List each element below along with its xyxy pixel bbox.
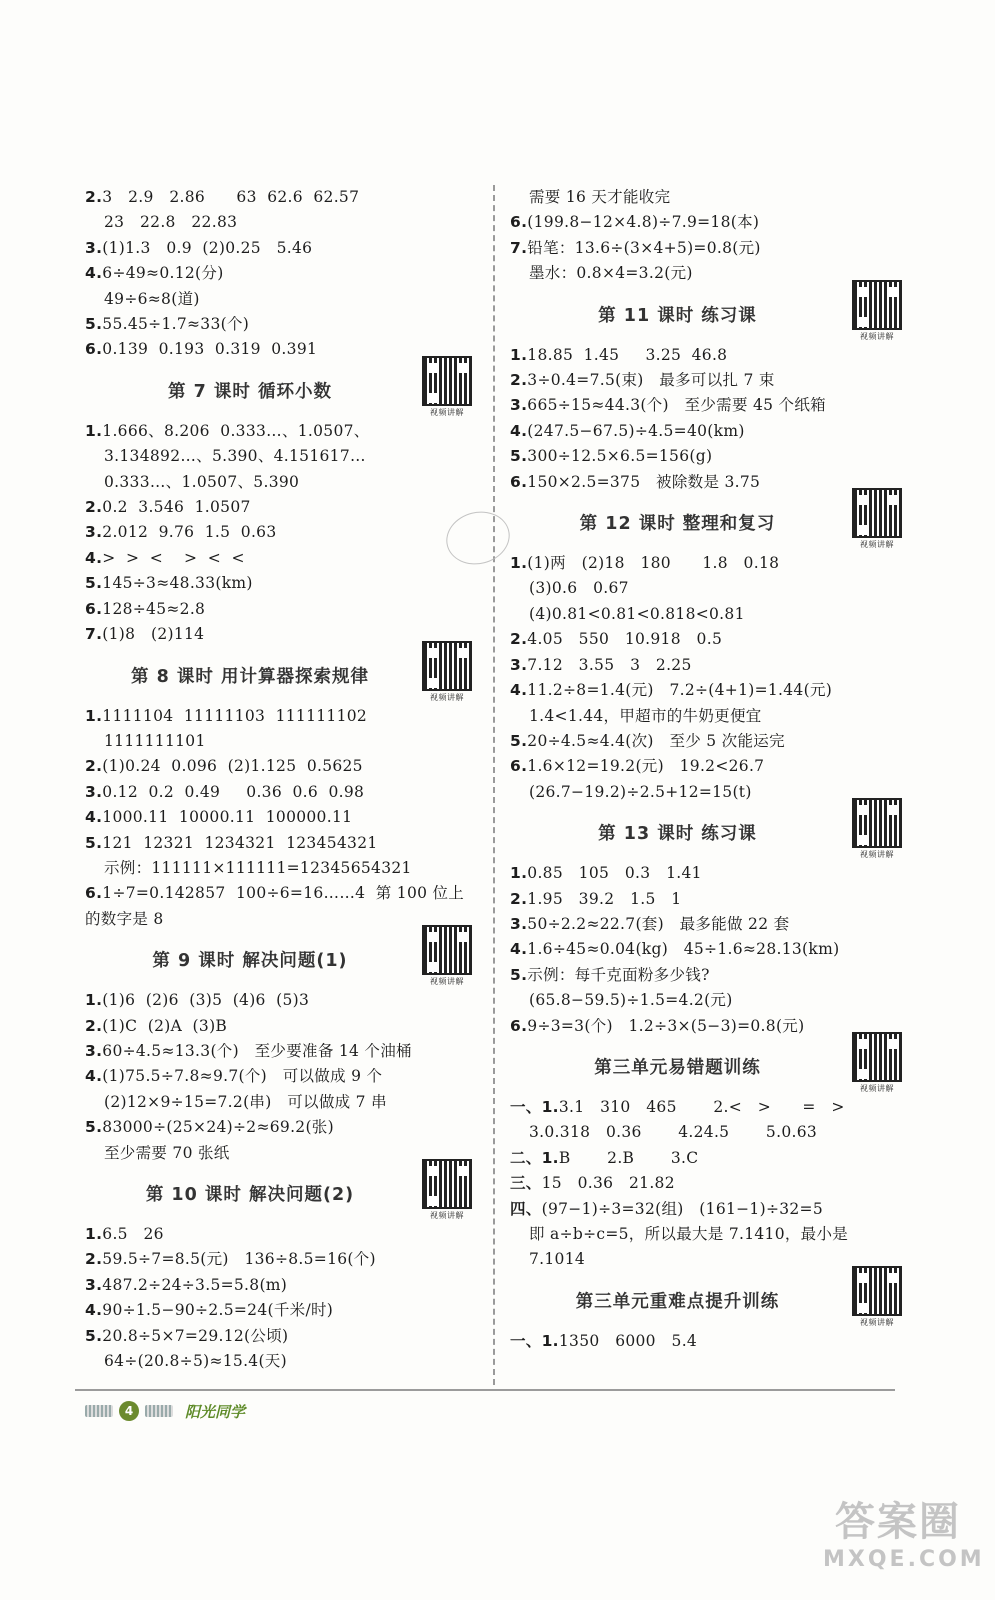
section-title: 第 10 课时 解决问题(2): [145, 1185, 355, 1205]
answer-line: [510, 393, 910, 418]
answer-line: [85, 881, 480, 906]
answer-line: [510, 210, 910, 235]
qr-code-label: 视频讲解: [430, 692, 464, 702]
qr-code-image: [852, 280, 902, 330]
answer-text: 59.5÷7=8.5(元) 136÷8.5=16(个): [102, 1250, 376, 1269]
answer-line: [85, 754, 480, 779]
section-title: 第 9 课时 解决问题(1): [152, 951, 348, 972]
answer-text: 55.45÷1.7≈33(个): [102, 315, 250, 334]
question-number: 4.: [510, 421, 528, 440]
qr-code-image: [852, 1266, 902, 1316]
answer-line: [510, 653, 910, 678]
answer-line: [85, 1090, 480, 1115]
qr-code-icon[interactable]: [422, 925, 472, 987]
question-number: 2.: [510, 889, 528, 908]
qr-code-image: [422, 1159, 472, 1209]
answer-line: [510, 551, 910, 576]
answer-line: [85, 210, 480, 235]
answer-text: 1.6×12=19.2(元) 19.2<26.7: [527, 757, 765, 776]
answer-line: [85, 780, 480, 805]
qr-code-image: [852, 1032, 902, 1082]
answer-text: 145÷3≈48.33(km): [102, 574, 253, 593]
section-header: [85, 937, 480, 987]
question-number: 6.: [510, 472, 528, 491]
answer-text: 9÷3=3(个) 1.2÷3×(5−3)=0.8(元): [527, 1016, 805, 1035]
question-number: 3.: [85, 523, 103, 542]
answer-line: [510, 729, 910, 754]
answer-line: [85, 520, 480, 545]
answer-line: [85, 444, 480, 469]
answer-text: 3 2.9 2.86 63 62.6 62.57: [102, 188, 360, 206]
qr-code-label: 视频讲解: [860, 850, 894, 860]
answer-text: 1000.11 10000.11 100000.11: [102, 808, 353, 827]
qr-code-icon[interactable]: [852, 1266, 902, 1328]
question-number: 2.: [85, 1250, 103, 1269]
answer-line: [85, 419, 480, 444]
question-number: 5.: [510, 965, 528, 984]
section-header: [510, 500, 910, 550]
section-title: 第 7 课时 循环小数: [168, 381, 332, 402]
answer-text: (4)0.81<0.81<0.818<0.81: [529, 604, 745, 623]
section-header: [510, 292, 910, 342]
watermark-text: 答案圈: [835, 1499, 961, 1545]
right-column: [510, 185, 910, 1354]
answer-line: [510, 627, 910, 652]
qr-code-icon[interactable]: [852, 488, 902, 550]
answer-line: [85, 1222, 480, 1247]
footer-rule: [75, 1389, 895, 1391]
answer-text: 300÷12.5×6.5=156(g): [527, 447, 713, 466]
answer-text: 2.012 9.76 1.5 0.63: [102, 523, 277, 542]
answer-line: [510, 1014, 910, 1039]
question-number: 5.: [85, 1326, 103, 1345]
answer-line: [85, 805, 480, 830]
question-number: 1.: [85, 421, 103, 440]
answer-line: [85, 287, 480, 312]
qr-code-icon[interactable]: [852, 1032, 902, 1094]
answer-line: [85, 185, 480, 210]
answer-text: 150×2.5=375 被除数是 3.75: [527, 472, 761, 491]
answer-text: 需要 16 天才能收完: [529, 188, 671, 206]
answer-text: 3.0.318 0.36 4.24.5 5.0.63: [529, 1123, 818, 1142]
section-title: 第 8 课时 用计算器探索规律: [131, 666, 369, 687]
qr-code-label: 视频讲解: [860, 540, 894, 550]
answer-text: (1)两 (2)18 180 1.8 0.18: [527, 554, 780, 573]
answer-line: [510, 261, 910, 286]
question-number: 6.: [510, 757, 528, 776]
question-number: 三、: [510, 1174, 542, 1193]
answer-line: [510, 887, 910, 912]
column-divider: [493, 185, 495, 1385]
answer-line: [85, 1115, 480, 1140]
section-header: [85, 368, 480, 418]
question-number: 4.: [510, 940, 528, 959]
question-number: 6.: [85, 884, 103, 903]
qr-code-icon[interactable]: [852, 798, 902, 860]
qr-code-label: 视频讲解: [430, 407, 464, 417]
question-number: 5.: [510, 447, 528, 466]
answer-line: [510, 988, 910, 1013]
question-number: 一、1.: [510, 1331, 559, 1350]
qr-code-label: 视频讲解: [860, 1083, 894, 1093]
question-number: 1.: [510, 554, 528, 573]
answer-line: [510, 1329, 910, 1354]
answer-line: [510, 576, 910, 601]
answer-line: [85, 1039, 480, 1064]
answer-line: [510, 368, 910, 393]
answer-text: 1350 6000 5.4: [558, 1331, 698, 1350]
answer-line: [85, 1273, 480, 1298]
question-number: 5.: [85, 833, 103, 852]
answer-text: (65.8−59.5)÷1.5=4.2(元): [529, 991, 733, 1010]
answer-text: 铅笔：13.6÷(3×4+5)=0.8(元): [527, 238, 761, 257]
answer-line: [510, 444, 910, 469]
answer-text: 1.666、8.206 0.333…、1.0507、: [102, 421, 370, 440]
answer-text: 3.1 310 465 2.< > = >: [558, 1097, 845, 1116]
section-header: [85, 1171, 480, 1221]
answer-text: 示例：111111×111111=12345654321: [104, 858, 412, 877]
watermark: [823, 1490, 985, 1572]
answer-line: [510, 937, 910, 962]
section-title: 第 11 课时 练习课: [598, 305, 757, 326]
question-number: 1.: [85, 991, 103, 1010]
answer-text: B 2.B 3.C: [558, 1148, 699, 1167]
qr-code-label: 视频讲解: [860, 1317, 894, 1327]
question-number: 2.: [85, 188, 103, 206]
answer-text: 1111111101: [104, 731, 206, 750]
question-number: 1.: [510, 345, 528, 364]
answer-text: 6÷49≈0.12(分): [102, 264, 224, 283]
question-number: 1.: [510, 864, 528, 883]
answer-text: 487.2÷24÷3.5=5.8(m): [102, 1275, 288, 1294]
question-number: 5.: [510, 731, 528, 750]
answer-text: 23 22.8 22.83: [104, 213, 238, 232]
answer-text: 至少需要 70 张纸: [104, 1143, 230, 1162]
answer-text: 49÷6≈8(道): [104, 289, 200, 308]
answer-text: 83000÷(25×24)÷2≈69.2(张): [102, 1118, 334, 1137]
answer-text: 0.85 105 0.3 1.41: [527, 864, 702, 883]
answer-line: [510, 1120, 910, 1145]
answer-line: [510, 419, 910, 444]
answer-line: [510, 912, 910, 937]
question-number: 3.: [85, 782, 103, 801]
qr-code-icon[interactable]: [422, 1159, 472, 1221]
answer-line: [85, 470, 480, 495]
question-number: 2.: [510, 371, 528, 390]
page-footer: [85, 1398, 245, 1424]
answer-text: 50÷2.2≈22.7(套) 最多能做 22 套: [527, 914, 790, 933]
answer-line: [510, 861, 910, 886]
answer-line: [510, 1171, 910, 1196]
answer-line: [510, 1197, 910, 1222]
question-number: 4.: [85, 548, 103, 567]
answer-text: 20.8÷5×7=29.12(公顷): [102, 1326, 289, 1345]
answer-text: 的数字是 8: [85, 909, 164, 928]
answer-line: [85, 597, 480, 622]
answer-line: [85, 1324, 480, 1349]
answer-line: [510, 780, 910, 805]
section-header: [510, 1278, 910, 1328]
answer-text: (1)8 (2)114: [102, 625, 205, 644]
answer-text: 665÷15≈44.3(个) 至少需要 45 个纸箱: [527, 396, 826, 415]
answer-text: (1)1.3 0.9 (2)0.25 5.46: [102, 238, 313, 257]
answer-text: (2)12×9÷15=7.2(串) 可以做成 7 串: [104, 1092, 387, 1111]
question-number: 6.: [85, 599, 103, 618]
answer-line: [85, 495, 480, 520]
qr-code-label: 视频讲解: [860, 331, 894, 341]
question-number: 二、1.: [510, 1148, 559, 1167]
answer-text: 示例：每千克面粉多少钱?: [527, 965, 710, 984]
answer-text: 1.95 39.2 1.5 1: [527, 889, 682, 908]
answer-line: [510, 963, 910, 988]
section-title: 第三单元重难点提升训练: [575, 1291, 780, 1312]
answer-text: 64÷(20.8÷5)≈15.4(天): [104, 1352, 287, 1371]
answer-line: [85, 729, 480, 754]
question-number: 6.: [85, 340, 103, 359]
answer-text: (1)C (2)A (3)B: [102, 1016, 228, 1035]
answer-line: [85, 546, 480, 571]
answer-line: [510, 470, 910, 495]
answer-text: 1.6÷45≈0.04(kg) 45÷1.6≈28.13(km): [527, 940, 840, 959]
answer-line: [85, 831, 480, 856]
question-number: 2.: [85, 498, 103, 517]
qr-code-label: 视频讲解: [430, 977, 464, 987]
answer-line: [510, 602, 910, 627]
answer-text: (1)0.24 0.096 (2)1.125 0.5625: [102, 757, 363, 776]
left-column: [85, 185, 480, 1374]
answer-line: [85, 1141, 480, 1166]
answer-text: 15 0.36 21.82: [541, 1174, 675, 1193]
section-header: [510, 810, 910, 860]
question-number: 2.: [510, 630, 528, 649]
answer-text: (199.8−12×4.8)÷7.9=18(本): [527, 213, 760, 232]
answer-line: [510, 343, 910, 368]
answer-line: [510, 754, 910, 779]
answer-text: (97−1)÷3=32(组) (161−1)÷32=5: [541, 1199, 823, 1218]
question-number: 4.: [85, 264, 103, 283]
qr-code-label: 视频讲解: [430, 1211, 464, 1220]
answer-text: 6.5 26: [102, 1225, 164, 1243]
answer-text: 121 12321 1234321 123454321: [102, 833, 378, 852]
answer-text: 18.85 1.45 3.25 46.8: [527, 345, 728, 364]
answer-text: 1111104 11111103 111111102: [102, 706, 368, 725]
answer-text: 7.12 3.55 3 2.25: [527, 655, 692, 674]
answer-text: (1)6 (2)6 (3)5 (4)6 (5)3: [102, 991, 310, 1010]
section-header: [85, 653, 480, 703]
question-number: 3.: [85, 238, 103, 257]
answer-text: 7.1014: [529, 1250, 586, 1269]
answer-text: 60÷4.5≈13.3(个) 至少要准备 14 个油桶: [102, 1041, 412, 1060]
question-number: 7.: [510, 238, 528, 257]
question-number: 4.: [85, 1067, 103, 1086]
qr-code-image: [852, 798, 902, 848]
question-number: 一、1.: [510, 1097, 559, 1116]
watermark-url: MXQE.COM: [823, 1547, 985, 1572]
footer-decoration: [85, 1405, 113, 1417]
answer-line: [85, 312, 480, 337]
answer-line: [85, 1298, 480, 1323]
answer-text: 1÷7=0.142857 100÷6=16……4 第 100 位上: [102, 884, 465, 903]
section-title: 第 13 课时 练习课: [598, 824, 757, 845]
brand-logo: 阳光同学: [185, 1402, 246, 1421]
qr-code-image: [422, 925, 472, 975]
answer-line: [85, 988, 480, 1013]
answer-line: [510, 1247, 910, 1272]
footer-decoration: [145, 1405, 173, 1417]
answer-text: 4.05 550 10.918 0.5: [527, 630, 723, 649]
answer-text: (26.7−19.2)÷2.5+12=15(t): [529, 782, 752, 801]
answer-text: (3)0.6 0.67: [529, 579, 629, 598]
question-number: 2.: [85, 757, 103, 776]
question-number: 四、: [510, 1199, 542, 1218]
question-number: 6.: [510, 1016, 528, 1035]
answer-text: 0.333…、1.0507、5.390: [104, 472, 300, 491]
answer-text: (1)75.5÷7.8≈9.7(个) 可以做成 9 个: [102, 1067, 383, 1086]
question-number: 4.: [85, 808, 103, 827]
page-number: 4: [119, 1401, 139, 1421]
question-number: 7.: [85, 625, 103, 644]
answer-text: 0.2 3.546 1.0507: [102, 498, 251, 517]
answer-text: 即 a÷b÷c=5，所以最大是 7.1410，最小是: [529, 1225, 849, 1243]
question-number: 5.: [85, 574, 103, 593]
answer-text: 墨水：0.8×4=3.2(元): [529, 264, 693, 283]
answer-line: [510, 1095, 910, 1120]
answer-text: 3.134892…、5.390、4.151617…: [104, 447, 366, 466]
answer-line: [85, 1014, 480, 1039]
answer-text: 0.139 0.193 0.319 0.391: [102, 340, 318, 359]
section-header: [510, 1044, 910, 1094]
answer-line: [510, 704, 910, 729]
answer-text: > > < > < <: [102, 548, 245, 567]
answer-text: (247.5−67.5)÷4.5=40(km): [527, 421, 745, 440]
question-number: 3.: [85, 1275, 103, 1294]
answer-line: [85, 1349, 480, 1374]
question-number: 4.: [510, 681, 528, 700]
answer-line: [510, 236, 910, 261]
answer-line: [85, 704, 480, 729]
answer-text: 3÷0.4=7.5(束) 最多可以扎 7 束: [527, 371, 775, 390]
question-number: 1.: [85, 706, 103, 725]
answer-text: 0.12 0.2 0.49 0.36 0.6 0.98: [102, 782, 365, 801]
qr-code-image: [852, 488, 902, 538]
qr-code-icon[interactable]: [422, 641, 472, 703]
question-number: 1.: [85, 1225, 103, 1243]
answer-line: [510, 678, 910, 703]
question-number: 3.: [510, 655, 528, 674]
answer-text: 90÷1.5−90÷2.5=24(千米/时): [102, 1301, 334, 1320]
qr-code-image: [422, 641, 472, 691]
answer-line: [85, 337, 480, 362]
section-title: 第三单元易错题训练: [594, 1057, 761, 1078]
answer-text: 1.4<1.44，甲超市的牛奶更便宜: [529, 706, 762, 725]
answer-line: [85, 1064, 480, 1089]
answer-text: 128÷45≈2.8: [102, 599, 206, 618]
answer-line: [510, 1222, 910, 1247]
question-number: 6.: [510, 213, 528, 232]
answer-line: [85, 236, 480, 261]
question-number: 5.: [85, 1118, 103, 1137]
answer-line: [85, 571, 480, 596]
qr-code-icon[interactable]: [422, 356, 472, 418]
qr-code-image: [422, 356, 472, 406]
answer-line: [85, 261, 480, 286]
answer-text: 11.2÷8=1.4(元) 7.2÷(4+1)=1.44(元): [527, 681, 833, 700]
answer-line: [510, 1146, 910, 1171]
question-number: 5.: [85, 315, 103, 334]
answer-line: [85, 1247, 480, 1272]
answer-text: 20÷4.5≈4.4(次) 至少 5 次能运完: [527, 731, 785, 750]
qr-code-icon[interactable]: [852, 280, 902, 342]
section-title: 第 12 课时 整理和复习: [579, 514, 776, 535]
answer-line: [85, 907, 480, 932]
question-number: 3.: [510, 396, 528, 415]
question-number: 2.: [85, 1016, 103, 1035]
answer-line: [85, 622, 480, 647]
question-number: 3.: [85, 1041, 103, 1060]
answer-line: [85, 856, 480, 881]
question-number: 3.: [510, 914, 528, 933]
answer-line: [510, 185, 910, 210]
question-number: 4.: [85, 1301, 103, 1320]
